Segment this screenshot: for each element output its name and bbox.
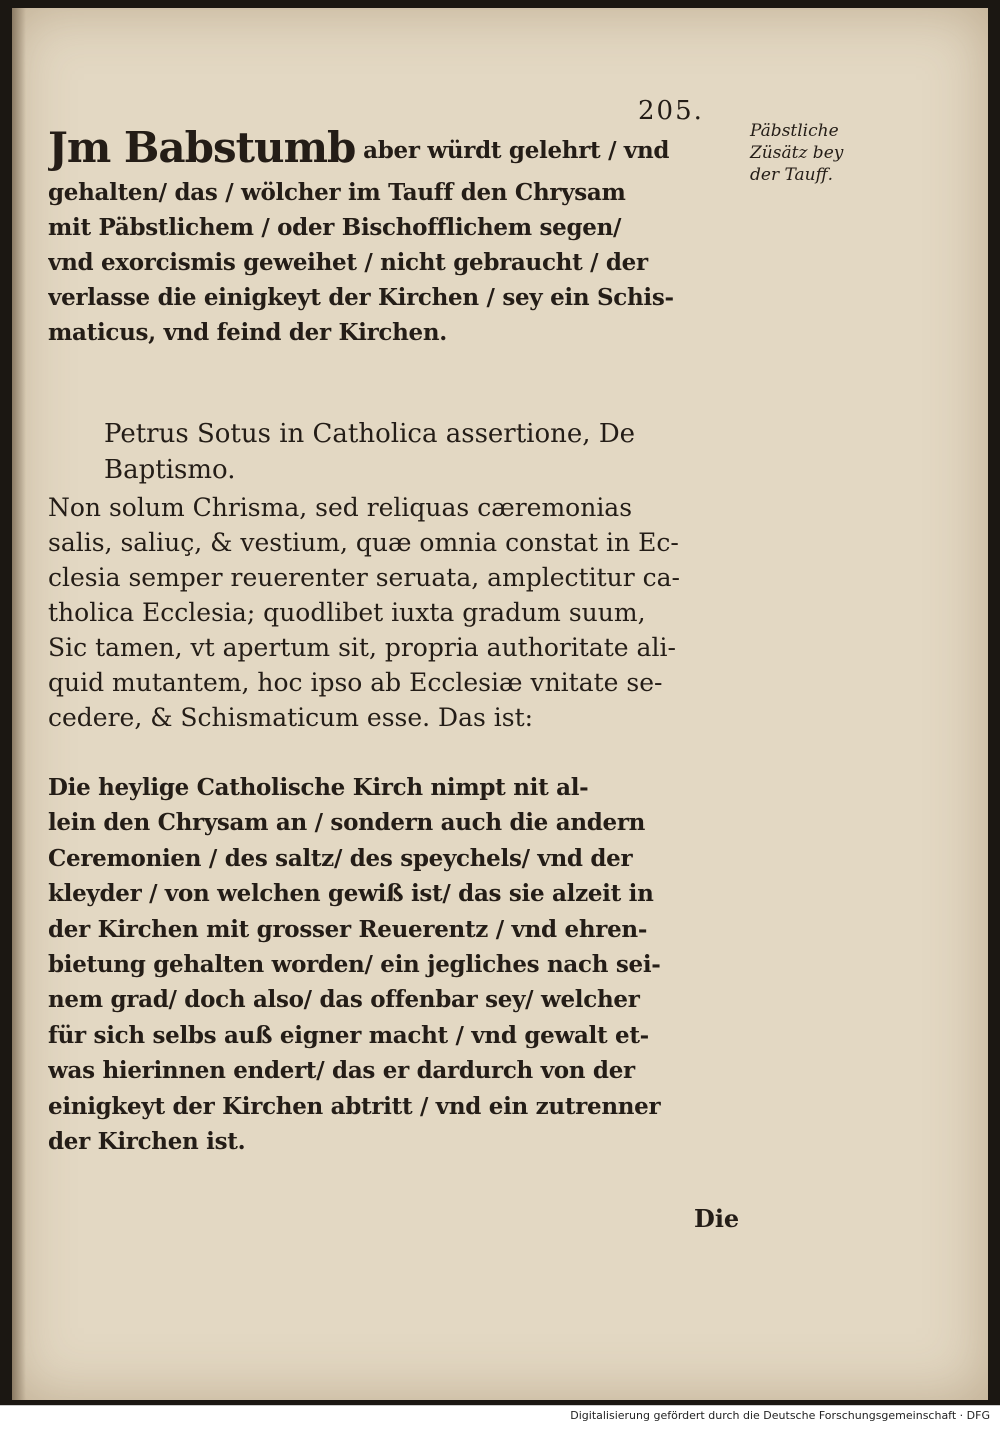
text-line: der Kirchen mit grosser Reuerentz / vnd ehren- <box>48 915 648 943</box>
text-line: verlasse die einigkeyt der Kirchen / sey ein Schis- <box>48 284 674 311</box>
text-line: für sich selbs auß eigner macht / vnd gewalt et- <box>48 1021 649 1049</box>
text-line: der Kirchen ist. <box>48 1128 246 1156</box>
citation <box>104 416 764 488</box>
text-line: mit Päbstlichem / oder Bischofflichem segen/ <box>48 214 622 241</box>
citation-line: Petrus Sotus in Catholica assertione, De <box>104 419 636 449</box>
text-line: gehalten/ das / wölcher im Tauff den Chrysam <box>48 179 626 206</box>
footer-credit: Digitalisierung gefördert durch die Deutsche Forschungsgemeinschaft · DFG <box>570 1409 990 1422</box>
latin-line: tholica Ecclesia; quodlibet iuxta gradum suum, <box>48 598 646 627</box>
text-line: vnd exorcismis geweihet / nicht gebraucht / der <box>48 249 648 276</box>
page-number: 205. <box>638 96 704 126</box>
paragraph-german-intro <box>48 126 758 350</box>
text-line: kleyder / von welchen gewiß ist/ das sie alzeit in <box>48 880 654 908</box>
text-line: lein den Chrysam an / sondern auch die andern <box>48 809 646 837</box>
book-page <box>12 8 988 1400</box>
text-line: maticus, vnd feind der Kirchen. <box>48 319 448 346</box>
text-line: nem grad/ doch also/ das offenbar sey/ welcher <box>48 986 640 1014</box>
citation-line: Baptismo. <box>104 455 236 485</box>
latin-line: quid mutantem, hoc ipso ab Ecclesiæ vnitate se- <box>48 668 663 697</box>
latin-line: salis, saliuç, & vestium, quæ omnia constat in Ec- <box>48 528 679 557</box>
latin-line: Non solum Chrisma, sed reliquas cæremonias <box>48 493 633 522</box>
text-line-rest: aber würdt gelehrt / vnd <box>355 137 670 164</box>
text-line <box>48 126 758 175</box>
margin-note-line: Züsätz bey <box>750 143 844 163</box>
margin-note-line: der Tauff. <box>750 165 834 185</box>
text-line: einigkeyt der Kirchen abtritt / vnd ein zutrenner <box>48 1092 661 1120</box>
digitization-footer <box>0 1405 1000 1429</box>
latin-line: Sic tamen, vt apertum sit, propria authoritate ali- <box>48 633 676 662</box>
text-line: Die heylige Catholische Kirch nimpt nit al- <box>48 774 589 801</box>
text-line: Ceremonien / des saltz/ des speychels/ vnd der <box>48 844 633 872</box>
latin-line: cedere, & Schismaticum esse. Das ist: <box>48 703 534 732</box>
headword: Jm Babstumb <box>48 126 356 172</box>
paragraph-latin <box>48 490 758 735</box>
text-line: was hierinnen endert/ das er dardurch von der <box>48 1057 635 1085</box>
catchword: Die <box>694 1204 740 1233</box>
paragraph-german-translation <box>48 770 758 1159</box>
latin-line: clesia semper reuerenter seruata, amplectitur ca- <box>48 563 680 592</box>
text-line: bietung gehalten worden/ ein jegliches nach sei- <box>48 951 661 979</box>
margin-note-line: Päbstliche <box>750 121 839 141</box>
margin-note <box>750 120 890 186</box>
